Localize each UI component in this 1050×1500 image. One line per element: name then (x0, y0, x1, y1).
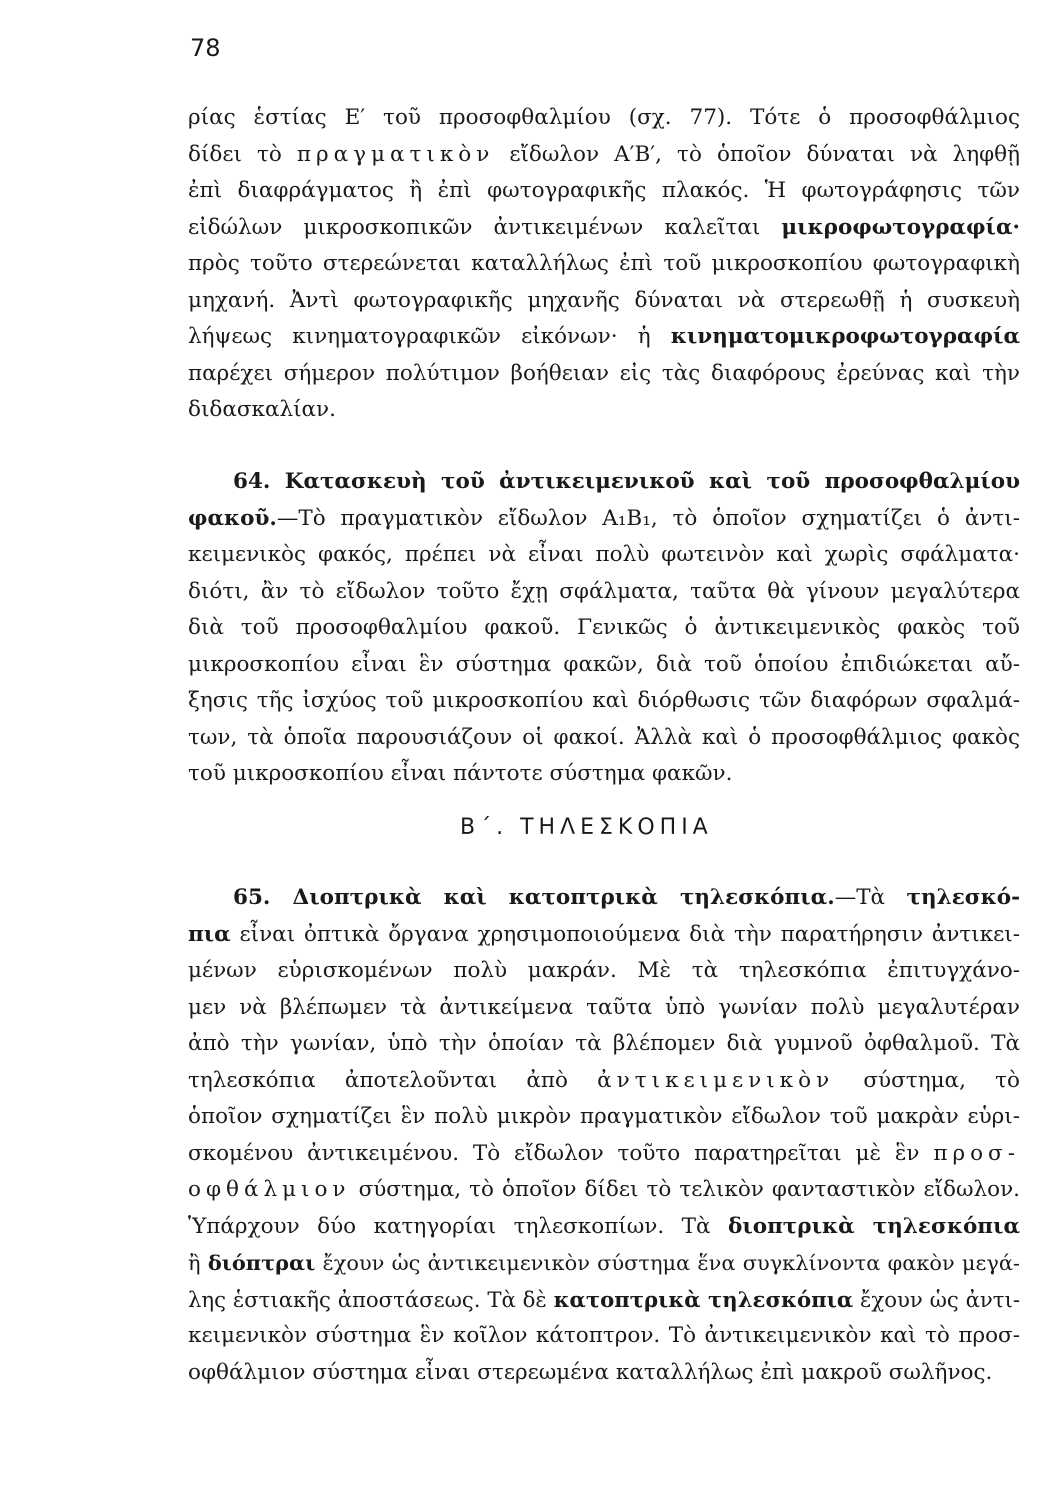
emphasized-term: ἀντικειμενικὸν (597, 1067, 835, 1093)
text-line: τοῦ μικροσκοπίου εἶναι πάντοτε σύστημα φακῶν. (188, 761, 733, 786)
text-line: εἰδώλων μικροσκοπικῶν ἀντικειμένων καλεῖται μικροφωτογραφία· (188, 214, 1020, 240)
text-line: δίδει τὸ πραγματικὸν εἴδωλον A′B′, τὸ ὁποῖον δύναται νὰ ληφθῇ (188, 141, 1020, 167)
text-line: μένων εὑρισκομένων πολὺ μακράν. Μὲ τὰ τηλεσκόπια ἐπιτυγχάνο- (188, 958, 1020, 983)
bold-term: τηλεσκό- (906, 885, 1020, 910)
text-line: διὰ τοῦ προσοφθαλμίου φακοῦ. Γενικῶς ὁ ἀντικειμενικὸς φακὸς τοῦ (188, 615, 1020, 640)
bold-term: διοπτρικὰ τηλεσκόπια (727, 1213, 1020, 1239)
text-line: διδασκαλίαν. (188, 397, 336, 422)
text-line: ρίας ἑστίας E′ τοῦ προσοφθαλμίου (σχ. 77). Τότε ὁ προσοφθάλμιος (188, 105, 1020, 130)
text-line: σκομένου ἀντικειμένου. Τὸ εἴδωλον τοῦτο παρατηρεῖται μὲ ἓν προσ- (188, 1140, 1020, 1166)
bold-term: πια (188, 921, 231, 947)
text-line: τηλεσκόπια ἀποτελοῦνται ἀπὸ ἀντικειμενικὸν σύστημα, τὸ (188, 1067, 1020, 1093)
page-number: 78 (190, 34, 221, 62)
text-line: ἐπὶ διαφράγματος ἢ ἐπὶ φωτογραφικῆς πλακός. Ἡ φωτογράφησις τῶν (188, 178, 1020, 203)
bold-term: κατοπτρικὰ τηλεσκόπια (553, 1286, 854, 1312)
text-line: πρὸς τοῦτο στερεώνεται καταλλήλως ἐπὶ τοῦ μικροσκοπίου φωτογραφικὴ (188, 251, 1020, 276)
text-line: κειμενικὸν σύστημα ἓν κοῖλον κάτοπτρον. Τὸ ἀντικειμενικὸν καὶ τὸ προσ- (188, 1323, 1020, 1348)
emphasized-term: πραγματικὸν (296, 141, 495, 167)
text-line: παρέχει σήμερον πολύτιμον βοήθειαν εἰς τὰς διαφόρους ἐρεύνας καὶ τὴν (188, 360, 1020, 386)
paragraph-microphotography (188, 100, 1020, 429)
text-line: μεν νὰ βλέπωμεν τὰ ἀντικείμενα ταῦτα ὑπὸ γωνίαν πολὺ μεγαλυτέραν (188, 994, 1020, 1020)
emphasized-term: οφθάλμιον (188, 1177, 351, 1202)
paragraph-64 (188, 464, 1020, 793)
text-line: των, τὰ ὁποῖα παρουσιάζουν οἱ φακοί. Ἀλλὰ καὶ ὁ προσοφθάλμιος φακὸς (188, 724, 1020, 750)
paragraph-65 (188, 880, 1020, 1391)
text-line: λης ἑστιακῆς ἀποστάσεως. Τὰ δὲ κατοπτρικὰ τηλεσκόπια ἔχουν ὡς ἀντι- (188, 1286, 1020, 1312)
text-line: φακοῦ.—Τὸ πραγματικὸν εἴδωλον A₁B₁, τὸ ὁποῖον σχηματίζει ὁ ἀντι- (188, 505, 1020, 531)
bold-term: διόπτραι (207, 1250, 316, 1275)
text-line: μικροσκοπίου εἶναι ἓν σύστημα φακῶν, διὰ τοῦ ὁποίου ἐπιδιώκεται αὔ- (188, 651, 1020, 677)
emphasized-term: προσ- (933, 1140, 1020, 1166)
text-line: Ὑπάρχουν δύο κατηγορίαι τηλεσκοπίων. Τὰ διοπτρικὰ τηλεσκόπια (188, 1213, 1020, 1239)
text-line: ὁποῖον σχηματίζει ἓν πολὺ μικρὸν πραγματικὸν εἴδωλον τοῦ μακρὰν εὑρι- (188, 1104, 1020, 1129)
text-line: μηχανή. Ἀντὶ φωτογραφικῆς μηχανῆς δύναται νὰ στερεωθῇ ἡ συσκευὴ (188, 287, 1020, 313)
text-line: λήψεως κινηματογραφικῶν εἰκόνων· ἡ κινηματομικροφωτογραφία (188, 324, 1020, 349)
text-line: κειμενικὸς φακός, πρέπει νὰ εἶναι πολὺ φωτεινὸν καὶ χωρὶς σφάλματα· (188, 542, 1020, 567)
section-heading-telescopes: Β΄. ΤΗΛΕΣΚΟΠΙΑ (460, 815, 713, 840)
bold-term: κινηματομικροφωτογραφία (670, 324, 1020, 349)
text-line: 65. Διοπτρικὰ καὶ κατοπτρικὰ τηλεσκόπια.—Τὰ τηλεσκό- (233, 885, 1020, 910)
text-line: πια εἶναι ὀπτικὰ ὄργανα χρησιμοποιούμενα διὰ τὴν παρατήρησιν ἀντικει- (188, 921, 1020, 947)
text-line: διότι, ἂν τὸ εἴδωλον τοῦτο ἔχῃ σφάλματα, ταῦτα θὰ γίνουν μεγαλύτερα (188, 578, 1020, 604)
section-title-65: 65. Διοπτρικὰ καὶ κατοπτρικὰ τηλεσκόπια. (233, 885, 835, 910)
text-line: οφθάλμιον σύστημα εἶναι στερεωμένα καταλλήλως ἐπὶ μακροῦ σωλῆνος. (188, 1359, 993, 1385)
text-line: ἢ διόπτραι ἔχουν ὡς ἀντικειμενικὸν σύστημα ἕνα συγκλίνοντα φακὸν μεγά- (188, 1250, 1020, 1275)
bold-term: φακοῦ. (188, 505, 277, 531)
bold-term: μικροφωτογραφία· (781, 214, 1020, 240)
text-line: ἀπὸ τὴν γωνίαν, ὑπὸ τὴν ὁποίαν τὰ βλέπομεν διὰ γυμνοῦ ὀφθαλμοῦ. Τὰ (188, 1031, 1020, 1056)
text-line: ξησις τῆς ἰσχύος τοῦ μικροσκοπίου καὶ διόρθωσις τῶν διαφόρων σφαλμά- (188, 688, 1020, 713)
text-line: οφθάλμιον σύστημα, τὸ ὁποῖον δίδει τὸ τελικὸν φανταστικὸν εἴδωλον. (188, 1177, 1020, 1202)
section-title-64: 64. Κατασκευὴ τοῦ ἀντικειμενικοῦ καὶ τοῦ προσοφθαλμίου (233, 469, 1020, 494)
